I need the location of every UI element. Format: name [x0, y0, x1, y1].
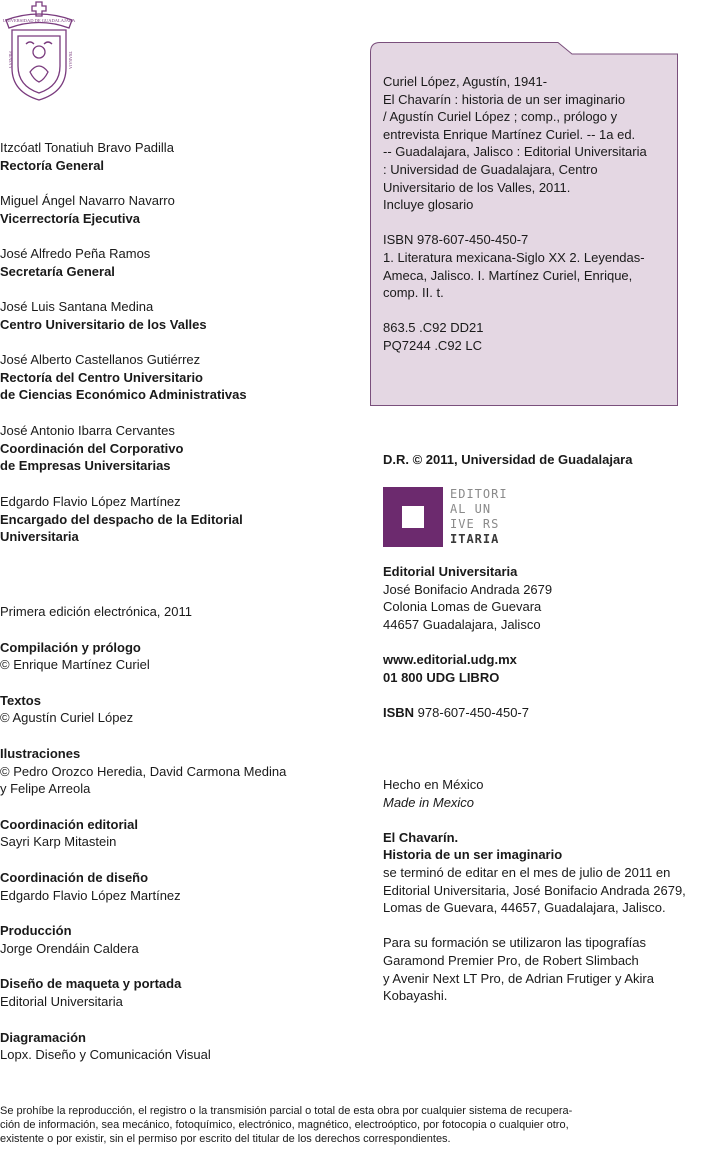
catalog-line: comp. II. t. — [383, 285, 444, 301]
colophon-block — [383, 776, 708, 1005]
publisher-name: Editorial Universitaria — [383, 564, 518, 579]
publisher-phone: 01 800 UDG LIBRO — [383, 669, 500, 685]
authority-entry — [0, 192, 360, 245]
authority-name: Itzcóatl Tonatiuh Bravo Padilla — [0, 140, 174, 155]
seal-motto-right: TRABAJA — [68, 50, 73, 70]
authority-entry — [0, 422, 360, 493]
authority-name: Miguel Ángel Navarro Navarro — [0, 193, 175, 208]
catalog-line: El Chavarín : historia de un ser imaginario — [383, 91, 626, 107]
authority-role: Vicerrectoría Ejecutiva — [0, 210, 140, 226]
first-edition: Primera edición electrónica, 2011 — [0, 604, 192, 619]
copyright-line: D.R. © 2011, Universidad de Guadalajara — [383, 452, 633, 467]
authority-role: de Ciencias Económico Administrativas — [0, 387, 247, 403]
authority-role: Coordinación del Corporativo — [0, 440, 184, 456]
credits-list — [0, 603, 360, 1082]
credit-entry — [0, 639, 360, 674]
authority-role: Encargado del despacho de la Editorial — [0, 511, 243, 527]
seal-banner-text: UNIVERSIDAD DE GUADALAJARA — [2, 18, 76, 23]
university-seal-logo — [0, 0, 78, 104]
authorities-list — [0, 139, 360, 564]
logo-wordmark — [450, 487, 514, 547]
credit-entry — [0, 922, 360, 957]
logo-row: EDITORI — [450, 487, 508, 501]
typography-line: y Avenir Next LT Pro, de Adrian Frutiger y Akira — [383, 970, 654, 986]
colophon-line: Editorial Universitaria, José Bonifacio Andrada 2679, — [383, 882, 686, 898]
catalog-line: : Universidad de Guadalajara, Centro — [383, 161, 598, 177]
legal-notice — [0, 1104, 700, 1146]
catalog-line: 863.5 .C92 DD21 — [383, 320, 484, 336]
credit-entry — [0, 975, 360, 1010]
authority-role: Secretaría General — [0, 263, 115, 279]
legal-line: Se prohíbe la reproducción, el registro o la transmisión parcial o total de esta obra por cualquier sistema de recupera- — [0, 1105, 573, 1117]
publisher-info — [383, 451, 708, 469]
authority-entry — [0, 493, 360, 564]
authority-entry — [0, 139, 360, 192]
credit-label: Producción — [0, 923, 72, 939]
colophon-line: Lomas de Guevara, 44657, Guadalajara, Jalisco. — [383, 900, 666, 916]
typography-line: Garamond Premier Pro, de Robert Slimbach — [383, 952, 639, 968]
publisher-address: José Bonifacio Andrada 2679 — [383, 581, 553, 597]
credit-value: Jorge Orendáin Caldera — [0, 940, 139, 956]
credit-label: Compilación y prólogo — [0, 639, 141, 655]
credit-label: Diseño de maqueta y portada — [0, 976, 182, 992]
credit-value: © Pedro Orozco Heredia, David Carmona Medina — [0, 763, 287, 779]
authority-name: José Luis Santana Medina — [0, 299, 154, 314]
authority-name: Edgardo Flavio López Martínez — [0, 494, 181, 509]
authority-role: Centro Universitario de los Valles — [0, 316, 207, 332]
made-in-es: Hecho en México — [383, 777, 484, 792]
credit-value: © Enrique Martínez Curiel — [0, 657, 150, 673]
publisher-block — [383, 563, 708, 721]
authority-entry — [0, 351, 360, 422]
catalog-line: / Agustín Curiel López ; comp., prólogo y — [383, 109, 618, 125]
isbn-value: 978-607-450-450-7 — [414, 704, 529, 720]
legal-line: existente o por existir, sin el permiso por escrito del titular de los derechos correspondientes. — [0, 1133, 451, 1145]
authority-name: José Alfredo Peña Ramos — [0, 246, 151, 261]
catalog-line: Ameca, Jalisco. I. Martínez Curiel, Enrique, — [383, 267, 633, 283]
credit-value: Lopx. Diseño y Comunicación Visual — [0, 1047, 211, 1063]
publisher-address: 44657 Guadalajara, Jalisco — [383, 616, 541, 632]
credit-label: Coordinación editorial — [0, 816, 138, 832]
credit-entry — [0, 692, 360, 727]
logo-row: ITARIA — [450, 532, 500, 546]
logo-row: AL UN — [450, 502, 492, 516]
colophon-line: se terminó de editar en el mes de julio de 2011 en — [383, 864, 671, 880]
credit-value: © Agustín Curiel López — [0, 710, 134, 726]
isbn-label: ISBN — [383, 704, 415, 720]
typography-line: Para su formación se utilizaron las tipografías — [383, 935, 647, 951]
catalog-line: ISBN 978-607-450-450-7 — [383, 232, 529, 248]
colophon-subtitle: Historia de un ser imaginario — [383, 847, 563, 863]
catalog-line: entrevista Enrique Martínez Curiel. -- 1a ed. — [383, 126, 636, 142]
authority-entry — [0, 245, 360, 298]
credit-entry — [0, 816, 360, 851]
credit-label: Textos — [0, 692, 41, 708]
credit-label: Ilustraciones — [0, 745, 81, 761]
authority-name: José Alberto Castellanos Gutiérrez — [0, 352, 201, 367]
authority-name: José Antonio Ibarra Cervantes — [0, 423, 175, 438]
seal-motto-left: PIENSA Y — [8, 51, 13, 69]
credit-label: Diagramación — [0, 1029, 86, 1045]
authority-role: Rectoría del Centro Universitario — [0, 369, 203, 385]
catalog-line: Universitario de los Valles, 2011. — [383, 179, 571, 195]
authority-role: de Empresas Universitarias — [0, 458, 171, 474]
typography-line: Kobayashi. — [383, 988, 448, 1004]
editorial-universitaria-logo — [383, 487, 513, 547]
credit-entry — [0, 869, 360, 904]
publisher-isbn — [383, 704, 708, 722]
authority-entry — [0, 298, 360, 351]
catalog-line: PQ7244 .C92 LC — [383, 337, 483, 353]
credit-entry — [0, 1029, 360, 1064]
authority-role: Universitaria — [0, 529, 79, 545]
publisher-web: www.editorial.udg.mx — [383, 651, 517, 667]
credit-entry — [0, 745, 360, 798]
catalog-record — [383, 73, 673, 355]
logo-mark — [383, 487, 443, 547]
credit-label: Coordinación de diseño — [0, 869, 149, 885]
colophon-title: El Chavarín. — [383, 829, 459, 845]
authority-role: Rectoría General — [0, 157, 105, 173]
catalog-line: Incluye glosario — [383, 197, 474, 213]
credit-value: Editorial Universitaria — [0, 993, 123, 1009]
logo-row: IVE RS — [450, 517, 500, 531]
legal-line: ción de información, sea mecánico, fotoquímico, electrónico, magnético, electroóptico, por fotocopia o cualquier otro, — [0, 1119, 569, 1131]
catalog-line: Curiel López, Agustín, 1941- — [383, 74, 548, 89]
credit-value: Sayri Karp Mitastein — [0, 834, 117, 850]
made-in-en: Made in Mexico — [383, 794, 475, 810]
credit-value: Edgardo Flavio López Martínez — [0, 887, 181, 903]
catalog-line: 1. Literatura mexicana-Siglo XX 2. Leyendas- — [383, 249, 645, 265]
credit-value: y Felipe Arreola — [0, 781, 91, 797]
publisher-address: Colonia Lomas de Guevara — [383, 599, 542, 615]
catalog-line: -- Guadalajara, Jalisco : Editorial Universitaria — [383, 144, 647, 160]
